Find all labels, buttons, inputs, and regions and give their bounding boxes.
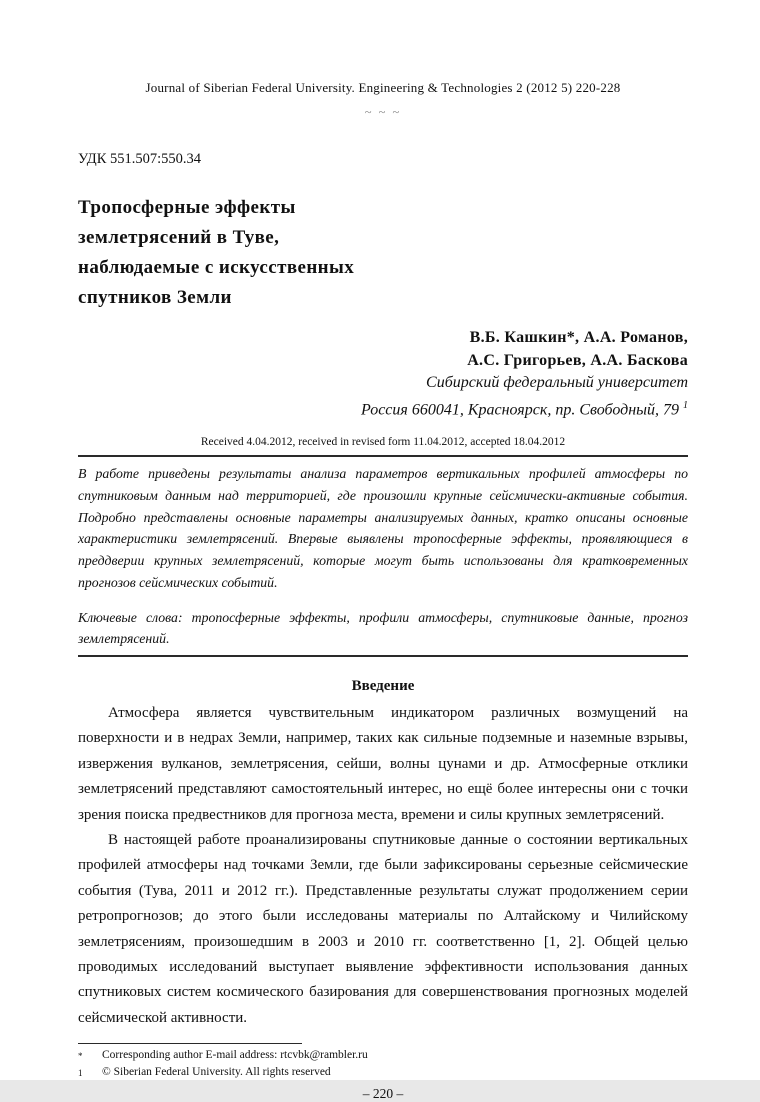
footnote-item [78,1064,688,1081]
section-heading-introduction: Введение [351,677,415,694]
footnote-text: © Siberian Federal University. All rights reserved [102,1065,331,1078]
tilde-separator: ~ ~ ~ [364,105,402,119]
author-line: В.Б. Кашкин*, А.А. Романов, [469,329,688,346]
affiliation-footnote-mark: 1 [683,399,688,411]
separator-rule-bottom [78,655,688,657]
footnote-marker: * [78,1051,83,1062]
journal-header: Journal of Siberian Federal University. Engineering & Technologies 2 (2012 5) 220-228 [145,80,621,95]
author-line: А.С. Григорьев, А.А. Баскова [467,352,688,369]
udk-code: УДК 551.507:550.34 [78,151,202,167]
received-dates-line: Received 4.04.2012, received in revised form 11.04.2012, accepted 18.04.2012 [200,436,566,449]
article-title-line: наблюдаемые с искусственных [78,257,355,278]
footnote-text: Corresponding author E-mail address: rtcvbk@rambler.ru [102,1049,368,1062]
article-title-line: спутников Земли [78,287,232,308]
affiliation-address: Россия 660041, Красноярск, пр. Свободный, 79 [361,400,679,418]
footnote-rule [78,1043,302,1044]
article-title-line: Тропосферные эффекты [78,197,296,218]
article-title [78,193,688,313]
introduction-paragraph-1: Атмосфера является чувствительным индикатором различных возмущений на поверхности и в недрах Земли, например, таких как сильные подземные и наземные взрывы, извержения вулканов, землетрясения, сейши, волны цунами и др. Атмосферные отклики землетрясений представляют самостоятельный интерес, но ещё более интересны они с точки зрения поиска предвестников для прогноза места, времени и силы крупных землетрясений. [78,704,688,823]
authors-block [78,326,688,372]
introduction-paragraph-2: В настоящей работе проанализированы спутниковые данные о состоянии вертикальных профилей атмосферы над точками Земли, где были зафиксированы серьезные сейсмические события (Тува, 2011 и 2012 гг.). Представленные результаты служат продолжением серии ретропрогнозов; до этого были исследованы материалы по Алтайскому и Чилийскому землетрясениям, произошедшим в 2003 и 2010 гг. соответственно [1, 2]. Общей целью проводимых исследований выступает выявление эффективности использования данных спутниковых систем космического базирования для совершенствования прогнозных моделей сейсмической активности. [78,831,688,1026]
affiliation-line [78,395,688,422]
keywords-paragraph: Ключевые слова: тропосферные эффекты, профили атмосферы, спутниковые данные, прогноз землетрясений. [78,609,688,647]
footnote-item [78,1047,688,1064]
footnote-marker: 1 [78,1067,83,1078]
page-number: – 220 – [362,1086,404,1102]
separator-rule-top [78,455,688,457]
footnotes-block [78,1047,688,1080]
article-title-line: землетрясений в Туве, [78,227,280,248]
abstract-paragraph: В работе приведены результаты анализа параметров вертикальных профилей атмосферы по спутниковым данным над территорией, где произошли крупные сейсмически-активные события. Подробно представлены основные параметры анализируемых данных, кратко описаны основные характеристики землетрясений. Впервые выявлены тропосферные эффекты, проявляющиеся в преддверии крупных землетрясений, которые могут быть использованы для кратковременных прогнозов сейсмических событий. [78,466,688,590]
affiliation-block [78,372,688,421]
affiliation-line: Сибирский федеральный университет [426,374,688,391]
